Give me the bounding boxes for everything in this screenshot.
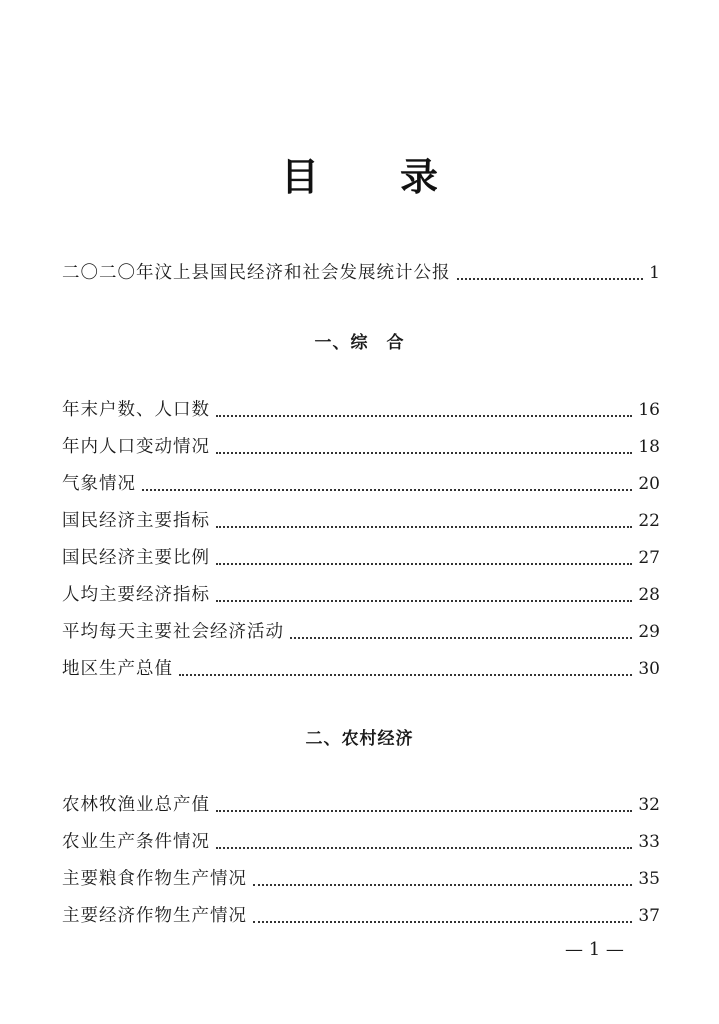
toc-entry[interactable] xyxy=(62,582,660,608)
dot-leader xyxy=(216,563,632,565)
dot-leader xyxy=(179,674,632,676)
toc-entry-page: 28 xyxy=(638,585,660,605)
toc-entry-bulletin[interactable] xyxy=(62,260,660,286)
toc-entry-page: 18 xyxy=(638,437,660,457)
dot-leader xyxy=(216,600,632,602)
toc-entry-label: 农业生产条件情况 xyxy=(62,832,210,852)
toc-entry[interactable] xyxy=(62,434,660,460)
toc-entry-label: 国民经济主要比例 xyxy=(62,548,210,568)
toc-entry-label: 主要经济作物生产情况 xyxy=(62,906,247,926)
section-heading-rural-economy: 二、农村经济 xyxy=(305,729,414,749)
toc-entry-label: 年末户数、人口数 xyxy=(62,400,210,420)
dot-leader xyxy=(216,810,632,812)
toc-entry[interactable] xyxy=(62,545,660,571)
dot-leader xyxy=(216,415,632,417)
section-heading-general: 一、综 合 xyxy=(314,333,405,353)
dot-leader xyxy=(142,489,632,491)
page-title-char-1: 目 xyxy=(281,155,320,199)
toc-entry[interactable] xyxy=(62,619,660,645)
dot-leader xyxy=(216,847,632,849)
toc-entry[interactable] xyxy=(62,792,660,818)
toc-entry[interactable] xyxy=(62,656,660,682)
toc-entry-page: 29 xyxy=(638,622,660,642)
toc-entry[interactable] xyxy=(62,508,660,534)
toc-entry[interactable] xyxy=(62,866,660,892)
page-number: — 1 — xyxy=(565,939,624,960)
toc-entry-label: 国民经济主要指标 xyxy=(62,511,210,531)
toc-entry-label: 主要粮食作物生产情况 xyxy=(62,869,247,889)
dot-leader xyxy=(457,278,644,280)
toc-entry-label: 年内人口变动情况 xyxy=(62,437,210,457)
dot-leader xyxy=(253,921,632,923)
dot-leader xyxy=(216,452,632,454)
dot-leader xyxy=(216,526,632,528)
toc-entry-label: 农林牧渔业总产值 xyxy=(62,795,210,815)
toc-entry-label: 平均每天主要社会经济活动 xyxy=(62,622,284,642)
toc-entry-page: 1 xyxy=(649,263,660,283)
toc-entry[interactable] xyxy=(62,829,660,855)
toc-entry-page: 30 xyxy=(638,659,660,679)
toc-entry-page: 33 xyxy=(638,832,660,852)
toc-entry[interactable] xyxy=(62,471,660,497)
toc-entry-label: 二〇二〇年汶上县国民经济和社会发展统计公报 xyxy=(62,263,451,283)
toc-entry-page: 35 xyxy=(638,869,660,889)
toc-entry-label: 气象情况 xyxy=(62,474,136,494)
toc-entry[interactable] xyxy=(62,903,660,929)
page-title xyxy=(0,152,719,202)
toc-entry[interactable] xyxy=(62,397,660,423)
dot-leader xyxy=(253,884,632,886)
toc-entry-page: 16 xyxy=(638,400,660,420)
toc-entry-page: 27 xyxy=(638,548,660,568)
page-title-char-2: 录 xyxy=(400,155,439,199)
toc-entry-label: 人均主要经济指标 xyxy=(62,585,210,605)
dot-leader xyxy=(290,637,632,639)
toc-entry-label: 地区生产总值 xyxy=(62,659,173,679)
toc-entry-page: 37 xyxy=(638,906,660,926)
toc-entry-page: 32 xyxy=(638,795,660,815)
toc-entry-page: 22 xyxy=(638,511,660,531)
toc-entry-page: 20 xyxy=(638,474,660,494)
